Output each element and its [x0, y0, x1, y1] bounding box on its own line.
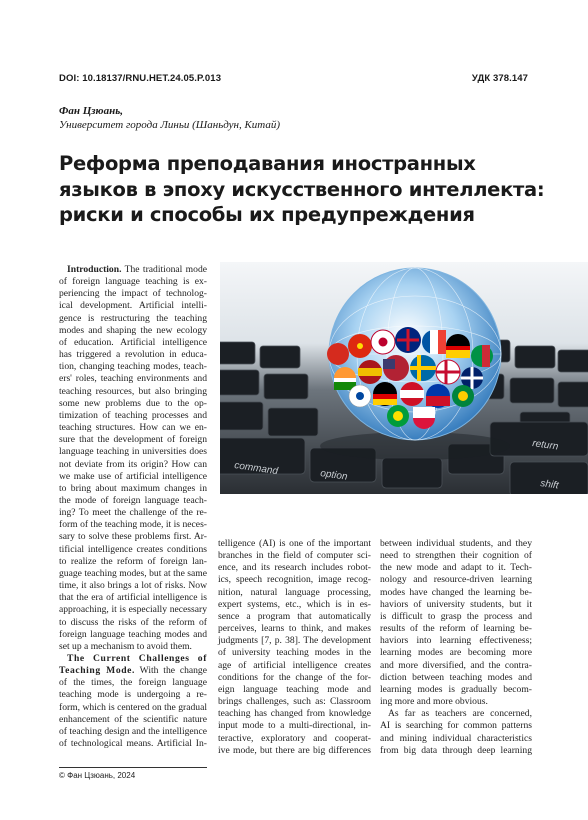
text-line: ing? To meet the challenge of the re- [59, 507, 207, 519]
author-block [59, 104, 280, 132]
text-line: Introduction. The traditional mode [67, 264, 207, 275]
section-heading: Teaching Mode. [59, 665, 136, 677]
section-heading: The Current Challenges of [67, 653, 207, 664]
text-line: ers' roles, teaching environments and [59, 373, 207, 385]
key-label: command [233, 460, 279, 478]
column-3 [380, 538, 532, 757]
text-line: modes have changed the learning be- [380, 586, 532, 598]
text-line: need to strengthen their cognition of [380, 550, 532, 562]
text-line: periencing the impact of technolog- [59, 288, 207, 300]
text-line: ence, and its research includes robot- [218, 562, 371, 574]
text-line: timization of teaching processes and [59, 409, 207, 421]
text-line: sence a program that automatically [218, 610, 371, 622]
footer-divider [59, 767, 207, 768]
text-line: enhancement of the scientific nature [59, 713, 207, 725]
text-line: nology and resource-driven learning [380, 574, 532, 586]
text-line: brings challenges, such as: Classroom [218, 696, 371, 708]
text-line: to realize the reform of foreign lan- [59, 555, 207, 567]
text-line: set up a mechanism to avoid them. [59, 640, 192, 652]
text-line: approaching, it is especially necessary [59, 604, 207, 616]
text-line: between individual students, and they [380, 538, 532, 549]
text-line: some new problems due to the op- [59, 397, 207, 409]
text-line: eign language teaching mode and [218, 683, 371, 695]
text-line: gence is restructuring the teaching [59, 312, 207, 324]
text-line: to discuss the risks of the reform of [59, 616, 207, 628]
text-line: teaching resources, but also bringing [59, 385, 207, 397]
text-line: haviors into learning effectiveness; [380, 635, 532, 647]
text-line: haviors of university students, but it [380, 598, 532, 610]
text-line: of foreign language teaching is ex- [59, 276, 207, 288]
text-line: diction between teaching modes and [380, 671, 532, 683]
key-label: option [319, 468, 349, 483]
text-line: of the times, the foreign language [59, 677, 207, 689]
text-line: age of artificial intelligence creates [218, 659, 371, 671]
text-line: ive mode, but there are big differences [218, 744, 371, 756]
photo-illustration [220, 262, 588, 494]
text-line: we make use of artificial intelligence [59, 470, 207, 482]
title-line: языков в эпоху искусственного интеллекта: [59, 177, 545, 201]
udk-label: УДК 378.147 [471, 73, 528, 84]
text-line: and more diversified, and the contra- [380, 659, 532, 671]
text-line: to bring about maximum changes in [59, 482, 207, 494]
text-line: guage teaching modes, but at the same [59, 567, 207, 579]
text-line: expert systems, etc., which is in es- [218, 598, 371, 610]
text-line: Teaching Mode. With the change [59, 665, 207, 677]
intro-label: Introduction. [67, 264, 122, 275]
text-line: and mining individual characteristics [380, 732, 532, 744]
text-line: foreign language teaching modes and [59, 628, 207, 640]
text-line: form, which is centered on the gradual [59, 701, 207, 713]
text-line: the mode of foreign language teach- [59, 494, 207, 506]
text-line: learning modes is gradually becom- [380, 683, 532, 695]
author-name: Фан Цзюань, [59, 105, 123, 117]
text-line: teaching mode is undergoing a re- [59, 689, 207, 701]
text-line: ing more and more obvious. [380, 696, 488, 708]
text-line: As far as teachers are concerned, [388, 708, 532, 720]
text-line: perceives, learns to think, and makes [218, 623, 371, 635]
text-line: teaching structures. How can we en- [59, 422, 207, 434]
title-line: Реформа преподавания иностранных [59, 152, 476, 175]
text-line: time, it also brings a lot of risks. Now [59, 580, 207, 592]
text-line: not deviate from its origin? How can [59, 458, 207, 470]
text-line: of teaching design and the intelligence [59, 725, 207, 737]
globe-keyboard-photo [220, 262, 588, 494]
text-line: language teaching in universities does [59, 446, 207, 458]
text-line: tion, changing teaching modes, teach- [59, 361, 207, 373]
text-line: conditions for the change of the for- [218, 671, 371, 683]
text-line: AI is searching for common patterns [380, 720, 532, 732]
text-line: is difficult to grasp the process and [380, 610, 532, 622]
text-line: teaching has changed from knowledge [218, 708, 371, 720]
column-1 [59, 264, 207, 750]
text-line: ics, speech recognition, image recog- [218, 574, 371, 586]
text-line: ical development. Artificial intelli- [59, 300, 207, 312]
text-line: has triggered a revolution in educa- [59, 349, 207, 361]
text-line: of university teaching modes in the [218, 647, 371, 659]
text-line: of education. Artificial intelligence [59, 336, 207, 348]
text-line: sary to solve these problems first. Ar- [59, 531, 207, 543]
text-line: that the era of artificial intelligence is [59, 592, 207, 604]
text-line: input mode to a multi-directional, in- [218, 720, 371, 732]
text-line: form of the teaching mode, it is neces- [59, 519, 207, 531]
text-line: the new mode and adapt to it. Tech- [380, 562, 532, 574]
text-line: of technological means. Artificial In- [59, 738, 207, 750]
text-line: teractive, exploratory and cooperat- [218, 732, 371, 744]
text-line: modes and shaping the new ecology [59, 324, 207, 336]
copyright-footer: © Фан Цзюань, 2024 [59, 771, 136, 780]
key-label: shift [539, 478, 560, 492]
title-line: риски и способы их предупреждения [59, 203, 475, 226]
text-line: sure that the development of foreign [59, 434, 207, 446]
doi-label: DOI: 10.18137/RNU.HET.24.05.P.013 [59, 73, 222, 84]
text-line: nition, natural language processing, [218, 586, 371, 598]
key-label: return [531, 438, 559, 453]
column-2 [218, 538, 371, 757]
text-line: tificial intelligence creates conditions [59, 543, 207, 555]
text-line: telligence (AI) is one of the important [218, 538, 371, 549]
author-affiliation: Университет города Линьи (Шаньдун, Китай) [59, 119, 281, 131]
text-line: branches in the field of computer sci- [218, 550, 371, 562]
article-title [59, 151, 545, 228]
text-line: results of the reform of learning be- [380, 623, 532, 635]
text-line: from big data through deep learning [380, 744, 532, 756]
text-line: learning modes are becoming more [380, 647, 532, 659]
text-line: judgments [7, p. 38]. The development [218, 635, 371, 647]
